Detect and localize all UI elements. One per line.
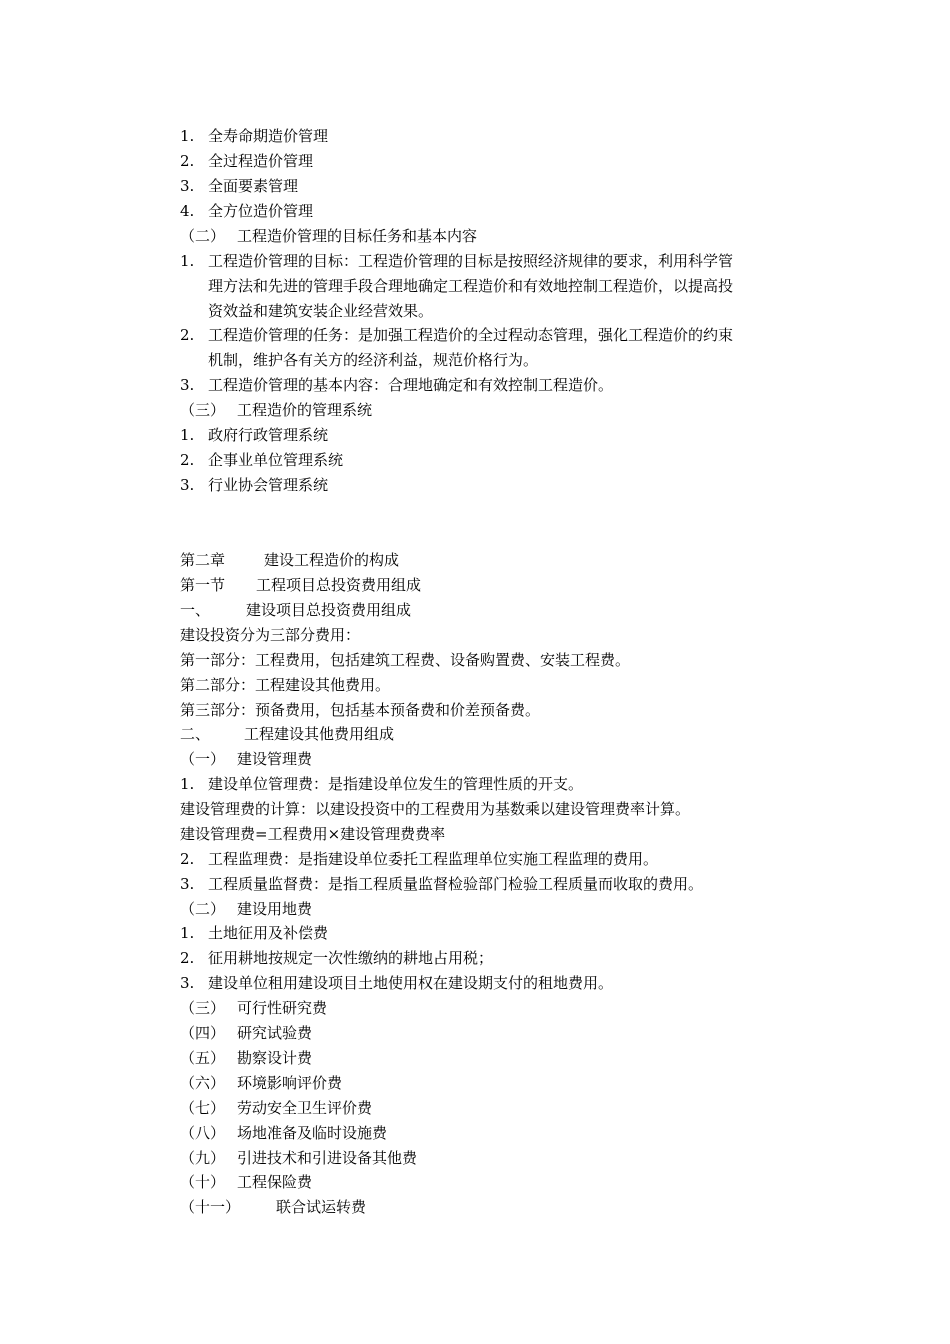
- section-heading: （一） 建设管理费: [180, 750, 313, 768]
- list-item: 1. 建设单位管理费：是指建设单位发生的管理性质的开支。: [180, 775, 584, 793]
- section-heading: （七） 劳动安全卫生评价费: [180, 1099, 373, 1117]
- section-heading: （二） 工程造价管理的目标任务和基本内容: [180, 227, 478, 245]
- section-heading: （十） 工程保险费: [180, 1173, 313, 1191]
- section-heading: 第一节 工程项目总投资费用组成: [180, 576, 422, 594]
- list-item: 2. 征用耕地按规定一次性缴纳的耕地占用税；: [180, 949, 494, 967]
- list-item: 3. 工程造价管理的基本内容：合理地确定和有效控制工程造价。: [180, 376, 614, 394]
- paragraph: 建设管理费的计算：以建设投资中的工程费用为基数乘以建设管理费率计算。: [180, 800, 691, 818]
- paragraph: 建设投资分为三部分费用：: [180, 626, 361, 644]
- section-heading: （二） 建设用地费: [180, 900, 313, 918]
- section-heading: （五） 勘察设计费: [180, 1049, 313, 1067]
- section-heading: （九） 引进技术和引进设备其他费: [180, 1149, 418, 1167]
- formula: 建设管理费=工程费用×建设管理费费率: [180, 825, 446, 843]
- list-item: 1. 工程造价管理的目标：工程造价管理的目标是按照经济规律的要求，利用科学管: [180, 252, 734, 270]
- paragraph: 第一部分：工程费用，包括建筑工程费、设备购置费、安装工程费。: [180, 651, 631, 669]
- paragraph: 第二部分：工程建设其他费用。: [180, 676, 391, 694]
- chapter-heading: 第二章 建设工程造价的构成: [180, 551, 400, 569]
- list-item: 2. 全过程造价管理: [180, 152, 314, 170]
- section-heading: （六） 环境影响评价费: [180, 1074, 343, 1092]
- list-item: 2. 工程监理费：是指建设单位委托工程监理单位实施工程监理的费用。: [180, 850, 659, 868]
- list-item: 4. 全方位造价管理: [180, 202, 314, 220]
- list-item-continuation: 资效益和建筑安装企业经营效果。: [208, 302, 434, 320]
- list-item: 1. 土地征用及补偿费: [180, 924, 329, 942]
- list-item-continuation: 机制，维护各有关方的经济利益，规范价格行为。: [208, 351, 539, 369]
- part-heading: 一、 建设项目总投资费用组成: [180, 601, 412, 619]
- list-item: 3. 全面要素管理: [180, 177, 299, 195]
- section-heading: （三） 可行性研究费: [180, 999, 328, 1017]
- section-heading: （八） 场地准备及临时设施费: [180, 1124, 388, 1142]
- section-heading: （四） 研究试验费: [180, 1024, 313, 1042]
- section-heading: （十一） 联合试运转费: [180, 1198, 367, 1216]
- list-item: 2. 工程造价管理的任务：是加强工程造价的全过程动态管理，强化工程造价的约束: [180, 326, 734, 344]
- list-item: 3. 行业协会管理系统: [180, 476, 329, 494]
- list-item: 1. 政府行政管理系统: [180, 426, 329, 444]
- section-heading: （三） 工程造价的管理系统: [180, 401, 373, 419]
- list-item: 3. 工程质量监督费：是指工程质量监督检验部门检验工程质量而收取的费用。: [180, 875, 704, 893]
- part-heading: 二、 工程建设其他费用组成: [180, 725, 395, 743]
- list-item: 3. 建设单位租用建设项目土地使用权在建设期支付的租地费用。: [180, 974, 614, 992]
- list-item-continuation: 理方法和先进的管理手段合理地确定工程造价和有效地控制工程造价，以提高投: [208, 277, 734, 295]
- list-item: 2. 企事业单位管理系统: [180, 451, 344, 469]
- paragraph: 第三部分：预备费用，包括基本预备费和价差预备费。: [180, 701, 541, 719]
- list-item: 1. 全寿命期造价管理: [180, 127, 329, 145]
